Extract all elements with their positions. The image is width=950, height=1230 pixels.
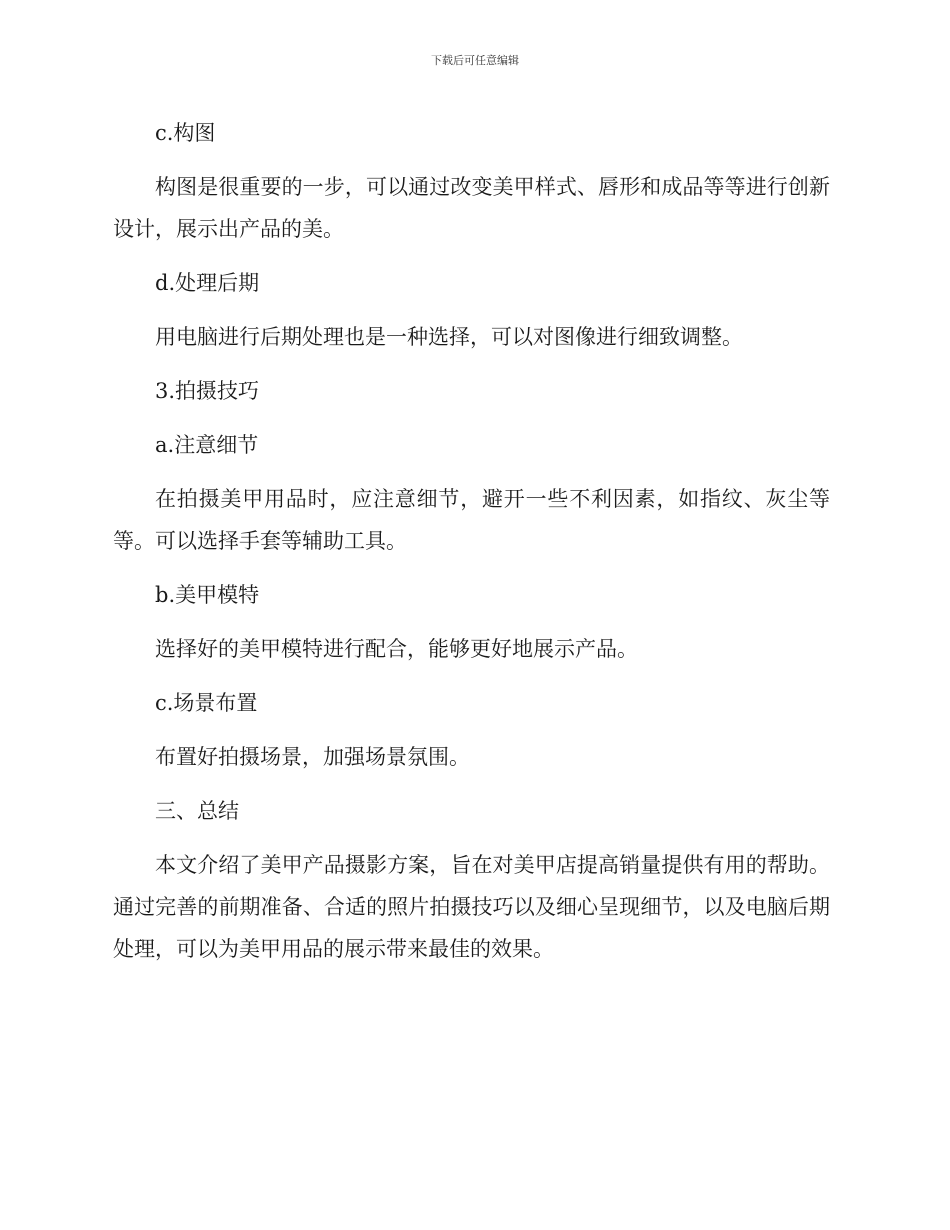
body-paragraph-summary: 本文介绍了美甲产品摄影方案，旨在对美甲店提高销量提供有用的帮助。通过完善的前期准备、合适的照片拍摄技巧以及细心呈现细节，以及电脑后期处理，可以为美甲用品的展示带来最佳的效果。 [113, 853, 830, 961]
page-header: 下载后可任意编辑 [431, 54, 519, 67]
section-heading-composition: c.构图 [155, 121, 216, 145]
section-heading-details: a.注意细节 [155, 433, 259, 457]
section-heading-summary: 三、总结 [155, 799, 239, 823]
section-heading-model: b.美甲模特 [155, 583, 260, 607]
body-paragraph-post-processing: 用电脑进行后期处理也是一种选择，可以对图像进行细致调整。 [155, 325, 743, 349]
body-paragraph-composition: 构图是很重要的一步，可以通过改变美甲样式、唇形和成品等等进行创新设计，展示出产品的美。 [113, 175, 830, 241]
section-heading-post-processing: d.处理后期 [155, 271, 260, 295]
body-paragraph-model: 选择好的美甲模特进行配合，能够更好地展示产品。 [155, 637, 638, 661]
body-paragraph-details: 在拍摄美甲用品时，应注意细节，避开一些不利因素，如指纹、灰尘等等。可以选择手套等辅助工具。 [113, 487, 830, 553]
document-body [113, 112, 830, 982]
section-heading-scene: c.场景布置 [155, 691, 258, 715]
section-heading-shooting-tips: 3.拍摄技巧 [155, 379, 260, 403]
body-paragraph-scene: 布置好拍摄场景，加强场景氛围。 [155, 745, 470, 769]
